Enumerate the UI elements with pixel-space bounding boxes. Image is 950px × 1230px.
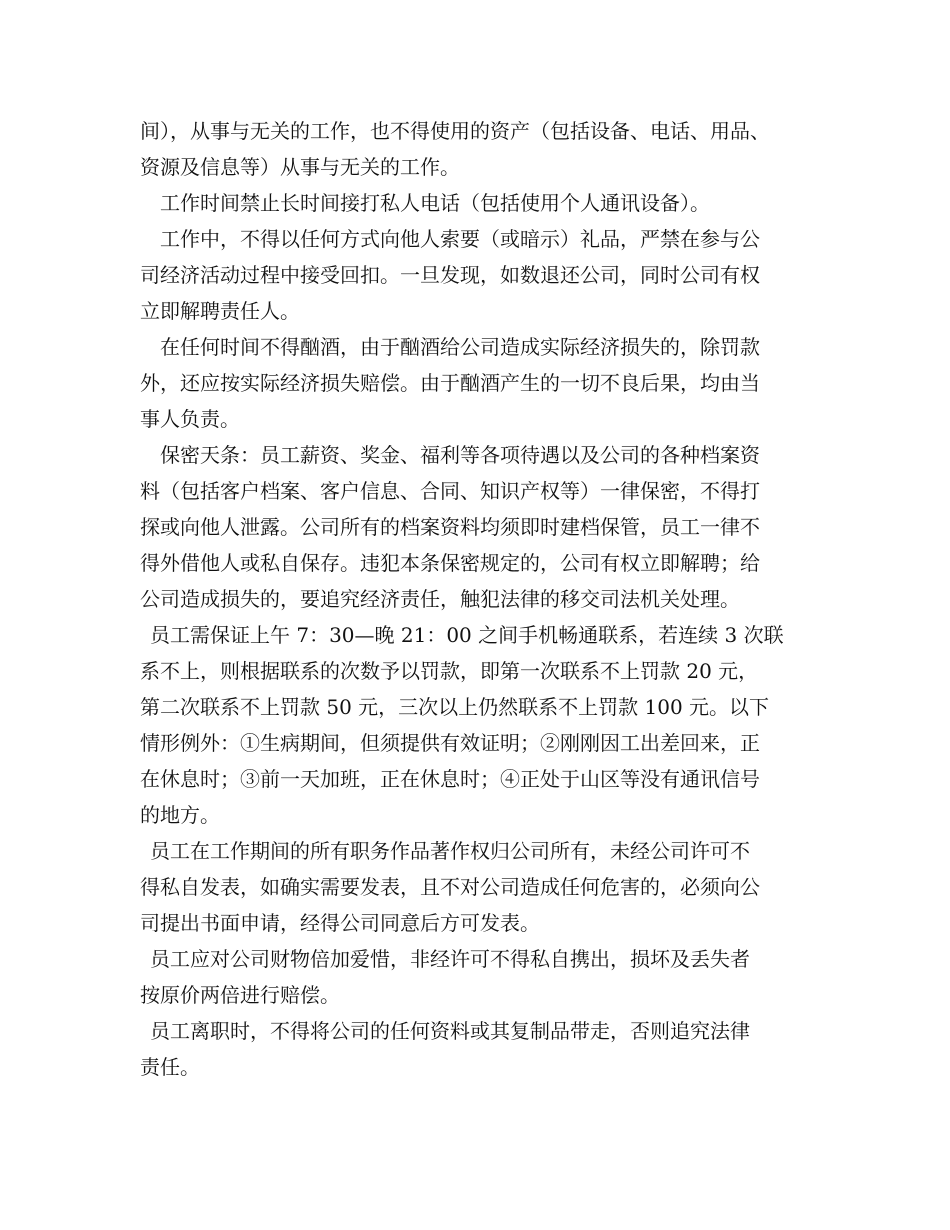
document-body: [140, 113, 820, 1085]
text-line: 公司造成损失的，要追究经济责任，触犯法律的移交司法机关处理。: [140, 587, 740, 611]
text-line: 工作时间禁止长时间接打私人电话（包括使用个人通讯设备）。: [160, 191, 710, 215]
text-line: 料（包括客户档案、客户信息、合同、知识产权等）一律保密，不得打: [140, 479, 760, 503]
text-line: 在休息时；③前一天加班，正在休息时；④正处于山区等没有通讯信号: [140, 767, 760, 791]
text-line: 立即解聘责任人。: [140, 299, 300, 323]
text-line: 员工需保证上午 7：30—晚 21：00 之间手机畅通联系，若连续 3 次联: [150, 623, 784, 647]
text-line: 工作中，不得以任何方式向他人索要（或暗示）礼品，严禁在参与公: [160, 227, 760, 251]
text-line: 保密天条：员工薪资、奖金、福利等各项待遇以及公司的各种档案资: [160, 443, 760, 467]
text-line: 员工应对公司财物倍加爱惜，非经许可不得私自携出，损坏及丢失者: [150, 947, 750, 971]
text-line: 司经济活动过程中接受回扣。一旦发现，如数退还公司，同时公司有权: [140, 263, 760, 287]
text-line: 资源及信息等）从事与无关的工作。: [140, 155, 460, 179]
text-line: 系不上，则根据联系的次数予以罚款，即第一次联系不上罚款 20 元，: [140, 659, 759, 683]
text-line: 情形例外：①生病期间，但须提供有效证明；②刚刚因工出差回来，正: [140, 731, 760, 755]
text-line: 间），从事与无关的工作，也不得使用的资产（包括设备、电话、用品、: [140, 119, 770, 143]
text-line: 探或向他人泄露。公司所有的档案资料均须即时建档保管，员工一律不: [140, 515, 760, 539]
text-line: 得私自发表，如确实需要发表，且不对公司造成任何危害的，必须向公: [140, 875, 760, 899]
text-line: 按原价两倍进行赔偿。: [140, 983, 340, 1007]
text-line: 在任何时间不得酗酒，由于酗酒给公司造成实际经济损失的，除罚款: [160, 335, 760, 359]
text-line: 员工在工作期间的所有职务作品著作权归公司所有，未经公司许可不: [150, 839, 750, 863]
text-line: 责任。: [140, 1055, 200, 1079]
text-line: 的地方。: [140, 803, 220, 827]
text-line: 得外借他人或私自保存。违犯本条保密规定的，公司有权立即解聘；给: [140, 551, 760, 575]
text-line: 外，还应按实际经济损失赔偿。由于酗酒产生的一切不良后果，均由当: [140, 371, 760, 395]
text-line: 第二次联系不上罚款 50 元，三次以上仍然联系不上罚款 100 元。以下: [140, 695, 770, 719]
text-line: 员工离职时，不得将公司的任何资料或其复制品带走，否则追究法律: [150, 1019, 750, 1043]
text-line: 司提出书面申请，经得公司同意后方可发表。: [140, 911, 540, 935]
text-line: 事人负责。: [140, 407, 240, 431]
